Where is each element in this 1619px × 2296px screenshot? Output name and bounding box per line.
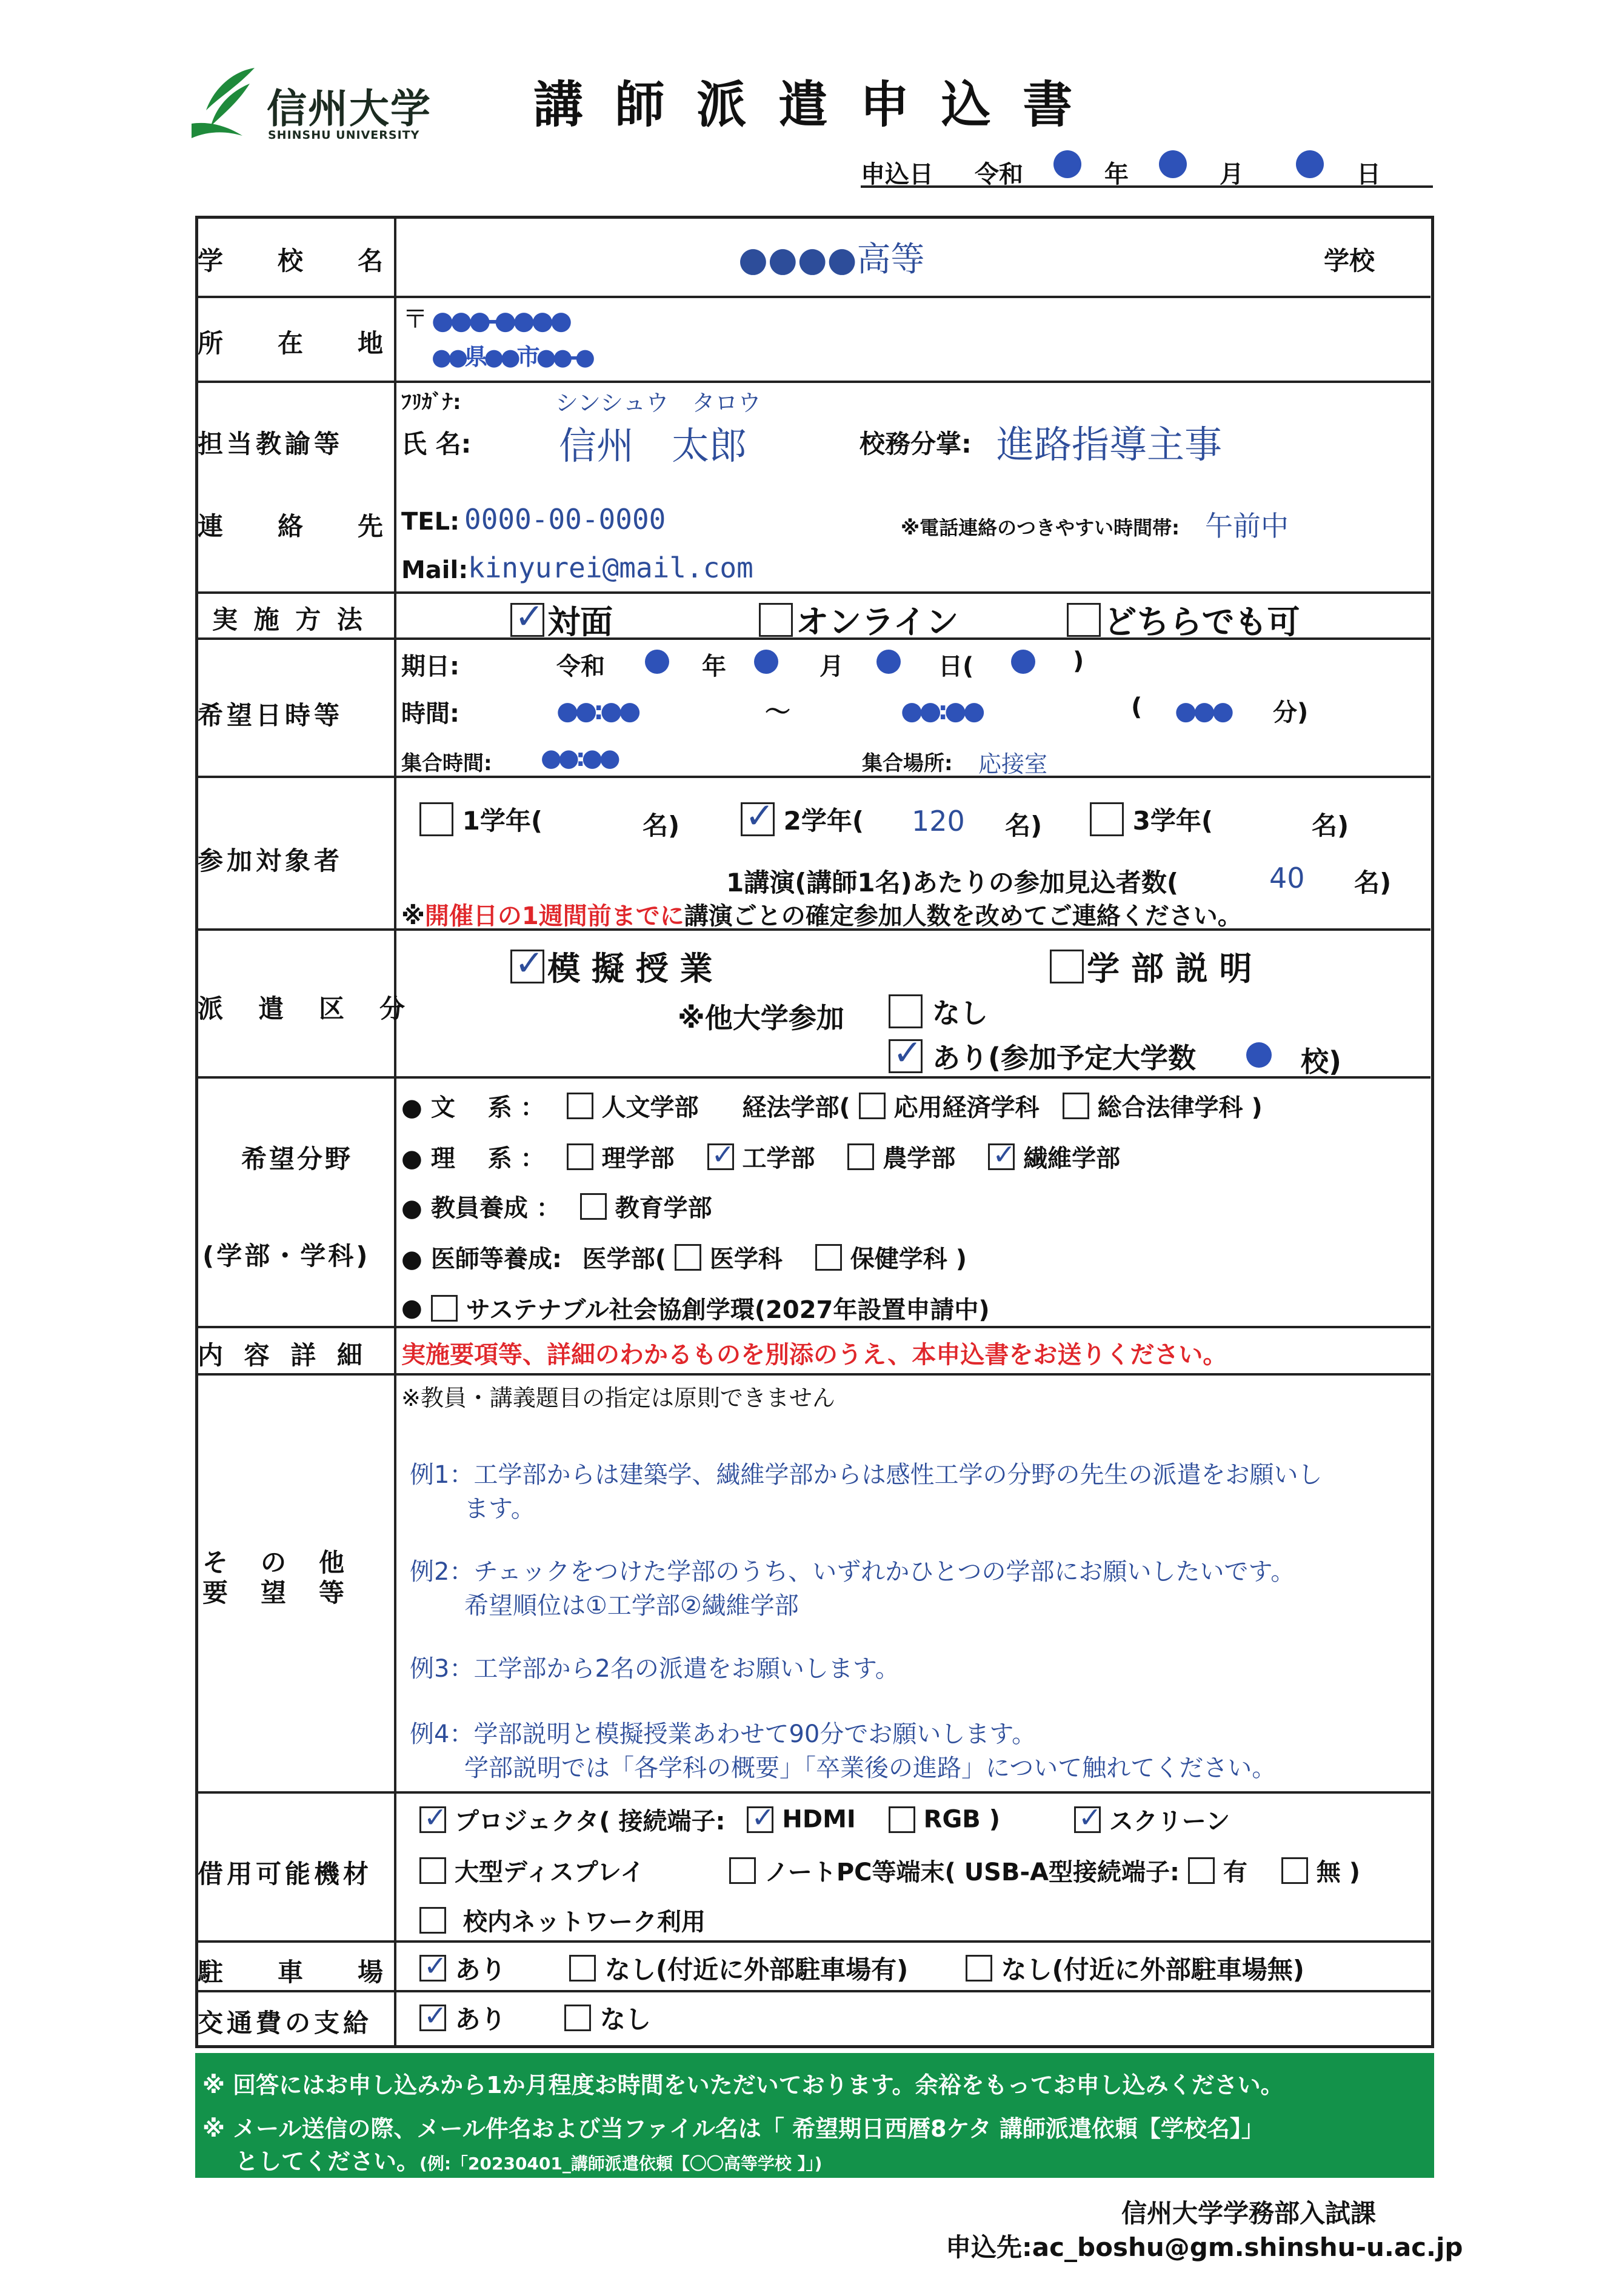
checkbox-sogo-horitsu[interactable] [1063, 1093, 1089, 1119]
teacher-label: 担当教諭等 [198, 429, 344, 459]
grade-3[interactable]: 3学年( [1090, 801, 1213, 837]
bunkei-row: ● 文 系 ： 人文学部 経法学部( 応用経済学科 総合法律学科 ) [401, 1088, 1263, 1123]
meet-time-label: 集合時間: [401, 751, 492, 776]
grade-1-unit: 名) [643, 811, 680, 840]
checkbox-unchecked[interactable] [759, 603, 793, 637]
school-suffix: 学校 [1324, 246, 1375, 276]
method-option-face-to-face[interactable]: ✓ 対面 [510, 596, 613, 643]
date-year-unit: 年 [1104, 161, 1129, 188]
schedule-minutes-value[interactable]: ●●● [1175, 696, 1230, 725]
per-lecture-label: 1講演(講師1名)あたりの参加見込者数( [726, 868, 1179, 897]
footer-office: 信州大学学務部入試課 [1121, 2198, 1377, 2228]
example-3[interactable]: 例3：工学部から2名の派遣をお願いします。 [410, 1655, 900, 1683]
mail-value[interactable]: kinyurei@mail.com [468, 551, 753, 584]
label-column-divider [394, 216, 396, 2047]
tel-label: TEL: [401, 508, 460, 536]
ishi-row: ● 医師等養成: 医学部( 医学科 保健学科 ) [401, 1240, 967, 1274]
parking-options: ✓ あり なし(付近に外部駐車場有) なし(付近に外部駐車場無) [419, 1950, 1304, 1986]
checkbox-checked[interactable]: ✓ [889, 1039, 923, 1073]
duty-value[interactable]: 進路指導主事 [996, 422, 1223, 467]
checkbox-unchecked[interactable] [1050, 950, 1084, 983]
other-univ-yes[interactable]: ✓ あり(参加予定大学数 [889, 1036, 1196, 1076]
schedule-year-unit: 年 [702, 653, 726, 680]
notice-line-2: ※ メール送信の際、メール件名および当ファイル名は「 希望期日西暦8ケタ 講師派遣依頼【学校名】」 [202, 2115, 1264, 2142]
postal-mark: 〒 [402, 304, 429, 334]
checkbox-unchecked[interactable] [889, 994, 923, 1028]
checkbox-kyoiku[interactable] [580, 1193, 607, 1220]
day-placeholder-dot [1296, 150, 1324, 178]
schedule-time-label: 時間: [401, 700, 459, 728]
example-4[interactable]: 例4：学部説明と模擬授業あわせて90分でお願いします。 [410, 1720, 1036, 1748]
grade-2-value[interactable]: 120 [912, 805, 965, 837]
row-divider [195, 1990, 1430, 1992]
other-univ-none[interactable]: なし [889, 991, 988, 1031]
checkbox-rgb[interactable] [889, 1806, 915, 1833]
month-placeholder-dot [1159, 150, 1187, 178]
checkbox-unchecked[interactable] [1090, 802, 1124, 836]
method-option-online[interactable]: オンライン [759, 596, 958, 643]
checkbox-seni[interactable]: ✓ [988, 1143, 1015, 1170]
postal-code-value[interactable]: ●●●-●●●● [432, 305, 569, 335]
method-label: 実 施 方 法 [212, 605, 366, 634]
row-divider [195, 381, 1430, 383]
fields-label: 希望分野 [241, 1144, 353, 1174]
name-label: 氏 名: [401, 429, 472, 459]
date-era: 令和 [975, 161, 1023, 188]
requests-label-2: 要 望 等 [202, 1578, 349, 1608]
equipment-row-1: ✓ プロジェクタ( 接続端子: ✓ HDMI RGB ) ✓ スクリーン [419, 1802, 1230, 1837]
example-4-cont[interactable]: 学部説明では「各学科の概要」「卒業後の進路」について触れてください。 [464, 1754, 1277, 1782]
call-time-value[interactable]: 午前中 [1205, 510, 1289, 542]
row-divider [195, 1326, 1430, 1328]
checkbox-kogaku[interactable]: ✓ [707, 1143, 734, 1170]
schedule-year-dot[interactable] [645, 650, 669, 674]
riko-row: ● 理 系 ： 理学部 ✓ 工学部 農学部 ✓ 繊維学部 [401, 1137, 1121, 1173]
checkbox-rigaku[interactable] [567, 1143, 593, 1170]
footer-apply: 申込先:ac_boshu@gm.shinshu-u.ac.jp [946, 2232, 1463, 2262]
example-2-cont[interactable]: 希望順位は①工学部②繊維学部 [464, 1592, 799, 1620]
schedule-label: 希望日時等 [198, 700, 344, 730]
checkbox-screen[interactable]: ✓ [1074, 1806, 1101, 1833]
grade-2[interactable]: ✓ 2学年( [741, 801, 864, 837]
checkbox-unchecked[interactable] [1067, 603, 1101, 637]
other-univ-count-dot[interactable] [1246, 1042, 1272, 1068]
schedule-era: 令和 [556, 653, 605, 680]
university-logo [189, 65, 432, 150]
teacher-name-value[interactable]: 信州 太郎 [559, 424, 747, 468]
participants-note: ※開催日の1週間前までに講演ごとの確定参加人数を改めてご連絡ください。 [401, 902, 1242, 930]
meet-place-label: 集合場所: [862, 751, 953, 776]
example-1-cont[interactable]: ます。 [464, 1495, 535, 1523]
grade-2-unit: 名) [1005, 811, 1043, 840]
per-lecture-value[interactable]: 40 [1269, 862, 1305, 894]
dispatch-label: 派 遣 区 分 [198, 994, 410, 1023]
grade-3-unit: 名) [1312, 811, 1349, 840]
row-divider [195, 591, 1430, 594]
transport-label: 交通費の支給 [198, 2008, 373, 2038]
checkbox-parking-ext-yes[interactable] [569, 1955, 596, 1982]
row-divider [195, 1373, 1430, 1376]
address-label: 所 在 地 [198, 328, 398, 358]
schedule-time-end[interactable]: ●●:●● [901, 696, 982, 725]
schedule-minutes-unit: 分) [1273, 699, 1309, 727]
row-divider [195, 776, 1430, 778]
checkbox-oyo-keizai[interactable] [859, 1093, 886, 1119]
contact-label: 連 絡 先 [198, 511, 385, 541]
tel-value[interactable]: 0000-00-0000 [464, 503, 666, 536]
meet-place-value[interactable]: 応接室 [978, 751, 1048, 777]
address-value[interactable]: ●●県●●市●●-● [432, 344, 592, 370]
checkbox-notepc[interactable] [729, 1857, 756, 1884]
row-divider [195, 1791, 1430, 1794]
row-divider [195, 1940, 1430, 1943]
schedule-day-close: ) [1073, 647, 1084, 675]
checkbox-usb-yes[interactable] [1188, 1857, 1215, 1884]
checkbox-display[interactable] [419, 1857, 446, 1884]
date-label: 申込日 [861, 161, 933, 188]
duty-label: 校務分掌: [860, 429, 972, 459]
checkbox-checked[interactable]: ✓ [510, 603, 544, 637]
schedule-minutes-open: ( [1131, 693, 1143, 721]
participants-label: 参加対象者 [198, 846, 344, 876]
method-option-either[interactable]: どちらでも可 [1067, 596, 1300, 643]
checkbox-usb-no[interactable] [1281, 1857, 1308, 1884]
year-placeholder-dot [1053, 150, 1081, 178]
other-univ-unit: 校) [1301, 1045, 1342, 1078]
equipment-label: 借用可能機材 [198, 1859, 373, 1889]
checkbox-parking-ext-no[interactable] [966, 1955, 992, 1982]
school-label: 学 校 名 [198, 246, 398, 276]
checkbox-hoken[interactable] [815, 1244, 842, 1271]
call-time-label: ※電話連絡のつきやすい時間帯: [901, 516, 1180, 539]
notice-line-3: としてください。(例:「20230401_講師派遣依頼【〇〇高等学校 】」) [235, 2148, 823, 2175]
date-underline [861, 185, 1433, 188]
grade-1[interactable]: 1学年( [419, 801, 542, 837]
checkbox-igakka[interactable] [675, 1244, 701, 1271]
mail-label: Mail: [401, 556, 469, 584]
logo-mark-icon [189, 65, 262, 144]
meet-time-value[interactable]: ●●:●● [541, 744, 617, 772]
checkbox-sustainable[interactable] [431, 1295, 458, 1322]
equipment-row-2: 大型ディスプレイ ノートPC等端末( USB-A型接続端子: 有 無 ) [419, 1853, 1360, 1888]
page-title: 講 師 派 遣 申 込 書 [533, 76, 1080, 134]
schedule-tilde: ～ [765, 697, 791, 727]
schedule-weekday-dot[interactable] [1011, 650, 1035, 674]
checkbox-hdmi[interactable]: ✓ [747, 1806, 773, 1833]
application-date [861, 150, 1430, 187]
date-day-unit: 日 [1357, 161, 1381, 188]
dept-explain-option[interactable]: 学 部 説 明 [1050, 943, 1252, 990]
university-name-en: SHINSHU UNIVERSITY [268, 128, 420, 142]
example-1[interactable]: 例1：工学部からは建築学、繊維学部からは感性工学の分野の先生の派遣をお願いし [410, 1461, 1323, 1489]
checkbox-jinbun[interactable] [567, 1093, 593, 1119]
requests-note: ※教員・講義題目の指定は原則できません [401, 1385, 835, 1411]
example-2[interactable]: 例2：チェックをつけた学部のうち、いずれかひとつの学部にお願いしたいです。 [410, 1558, 1295, 1586]
per-lecture-unit: 名) [1354, 868, 1392, 897]
footer-email[interactable]: ac_boshu@gm.shinshu-u.ac.jp [1032, 2232, 1463, 2262]
equipment-row-3: 校内ネットワーク利用 [419, 1903, 706, 1937]
content-label: 内 容 詳 細 [198, 1340, 369, 1370]
checkbox-transport-no[interactable] [564, 2005, 591, 2031]
schedule-day-unit: 日( [938, 653, 974, 680]
content-notice: 実施要項等、詳細のわかるものを別添のうえ、本申込書をお送りください。 [401, 1341, 1227, 1369]
fields-sublabel: (学部・学科) [202, 1241, 370, 1271]
checkbox-parking-yes[interactable]: ✓ [419, 1955, 446, 1982]
checkbox-projector[interactable]: ✓ [419, 1806, 446, 1833]
checkbox-unchecked[interactable] [419, 802, 453, 836]
checkbox-checked[interactable]: ✓ [741, 802, 775, 836]
transport-options: ✓ あり なし [419, 2000, 651, 2036]
notice-line-1: ※ 回答にはお申し込みから1か月程度お時間をいただいております。余裕をもってお申し込みください。 [202, 2072, 1284, 2098]
kyoin-row: ● 教員養成 ： 教育学部 [401, 1189, 712, 1223]
checkbox-nogaku[interactable] [847, 1143, 874, 1170]
checkbox-transport-yes[interactable]: ✓ [419, 2005, 446, 2031]
schedule-month-dot[interactable] [754, 650, 778, 674]
sus-row: ● サステナブル社会協創学環(2027年設置申請中) [401, 1294, 990, 1324]
schedule-date-label: 期日: [401, 653, 459, 680]
checkbox-network[interactable] [419, 1907, 446, 1934]
schedule-time-start[interactable]: ●●:●● [556, 696, 638, 725]
row-divider [195, 296, 1430, 298]
furigana-label: ﾌﾘｶﾞﾅ: [401, 390, 461, 414]
furigana-value[interactable]: シンシュウ タロウ [555, 390, 761, 416]
parking-label: 駐 車 場 [198, 1957, 385, 1987]
schedule-month-unit: 月 [820, 653, 844, 680]
schedule-day-dot[interactable] [876, 650, 901, 674]
school-name-value[interactable]: ●●●●高等 [738, 240, 925, 279]
requests-label: そ の 他 [202, 1548, 349, 1577]
university-name: 信州大学 [267, 85, 432, 132]
other-univ-label: ※他大学参加 [678, 1002, 844, 1034]
row-divider [195, 1076, 1430, 1079]
checkbox-checked[interactable]: ✓ [510, 950, 544, 983]
date-month-unit: 月 [1220, 161, 1244, 188]
mock-class-option[interactable]: ✓ 模 擬 授 業 [510, 943, 713, 990]
